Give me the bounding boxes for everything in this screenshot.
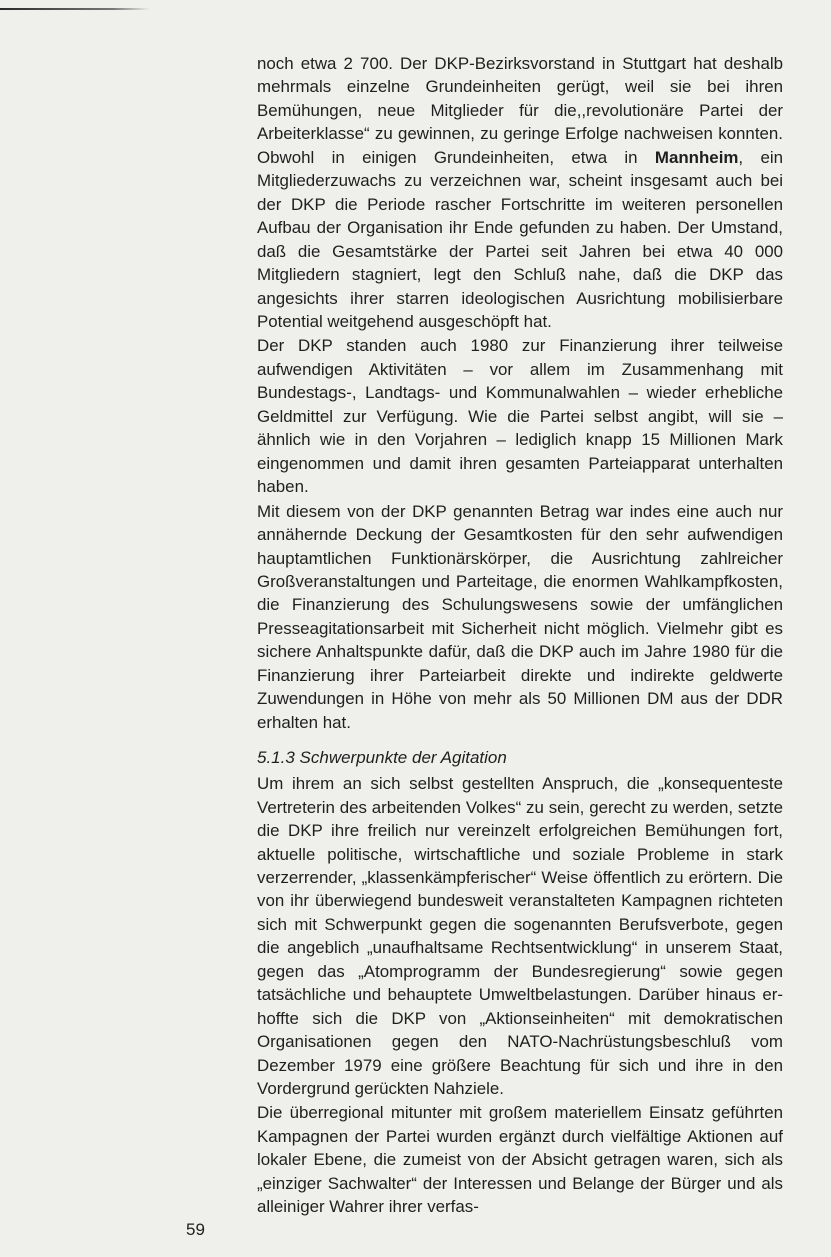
scan-edge-mark xyxy=(0,8,150,10)
paragraph-finances: Der DKP standen auch 1980 zur Finanzierung ihrer teilweise aufwendigen Aktivitäten – vor allem im Zusammenhang mit Bundestags-, Landtags- und Kommunalwahlen – wieder erhebliche Geldmittel zur Verfügung. Wie die Partei selbst angibt, will sie – ähnlich wie in den Vorjahren – lediglich knapp 15 Millionen Mark eingenommen und damit ihren gesamten Parteiapparat unterhalten haben. xyxy=(257,336,783,497)
paragraph-membership xyxy=(257,52,783,333)
section-heading: 5.1.3 Schwerpunkte der Agitation xyxy=(257,748,507,768)
paragraph-agitation: Um ihrem an sich selbst gestellten Anspruch, die „konsequenteste Vertreterin des arbeitenden Volkes“ zu sein, gerecht zu werden, setzte die DKP ihre freilich nur vereinzelt erfolgreichen Bemühungen fort, aktuelle politische, wirtschaftliche und soziale Probleme in stark verzerrender, „klassenkämpferischer“ Weise öffentlich zu erörtern. Die von ihr überwiegend bundesweit veranstalteten Kampagnen richteten sich mit Schwerpunkt gegen die sogenannten Berufsverbote, gegen die angeblich „unaufhaltsame Rechtsentwicklung“ in unserem Staat, gegen das „Atomprogramm der Bundesregierung“ sowie gegen tatsächliche und behauptete Umweltbelastungen. Darüber hinaus erhoffte sich die DKP von „Aktionseinheiten“ mit demokratischen Organisationen gegen den NATO-Nachrüstungsbeschluß vom Dezember 1979 eine größere Beachtung für sich und ihre in den Vordergrund gerückten Nahziele. xyxy=(257,774,783,1099)
paragraph-membership-text-start: noch etwa 2 700. Der DKP-Bezirksvorstand in Stuttgart hat deshalb mehrmals einzelne Grundeinheiten gerügt, weil sie bei ihren Bemühungen, neue Mitglieder für die,,revolutionäre Partei der Arbeiterklasse“ zu gewinnen, zu geringe Erfolge nachweisen konnten. Obwohl in einigen Grundeinheiten, etwa in xyxy=(257,54,783,167)
paragraph-campaigns: Die überregional mitunter mit großem materiellem Einsatz geführten Kampagnen der Partei wurden ergänzt durch vielfältige Aktionen auf lokaler Ebene, die zumeist von der Absicht getragen waren, sich als „einziger Sachwalter“ der Interessen und Belange der Bürger und als alleiniger Wahrer ihrer verfas- xyxy=(257,1103,783,1217)
paragraph-membership-text-end: , ein Mitgliederzuwachs zu verzeichnen war, scheint insgesamt auch bei der DKP die Periode rascher Fortschritte im weiteren personellen Aufbau der Organisation ihr Ende gefunden zu haben. Der Umstand, daß die Gesamtstärke der Partei seit Jahren bei etwa 40 000 Mitgliedern stagniert, legt den Schluß nahe, daß die DKP das angesichts ihrer starren ideologischen Ausrichtung mobilisierbare Potential weitgehend ausgeschöpft hat. xyxy=(257,147,783,331)
body-text-column xyxy=(257,52,783,1219)
paragraph-funding-ddr: Mit diesem von der DKP genannten Betrag war indes eine auch nur annähernde Deckung der Gesamtkosten für den sehr aufwendigen hauptamtlichen Funktionärskörper, die Ausrichtung zahlreicher Großveranstaltungen und Parteitage, die enormen Wahlkampfkosten, die Finanzierung des Schulungswesens sowie der umfänglichen Presseagitationsarbeit mit Sicherheit nicht möglich. Vielmehr gibt es sichere Anhaltspunkte dafür, daß die DKP auch im Jahre 1980 für die Finanzierung ihrer Parteiarbeit direkte und indirekte geldwerte Zuwendungen in Höhe von mehr als 50 Millionen DM aus der DDR erhalten hat. xyxy=(257,501,783,732)
emphasis-mannheim: Mannheim xyxy=(654,147,739,167)
page-number: 59 xyxy=(186,1220,205,1239)
